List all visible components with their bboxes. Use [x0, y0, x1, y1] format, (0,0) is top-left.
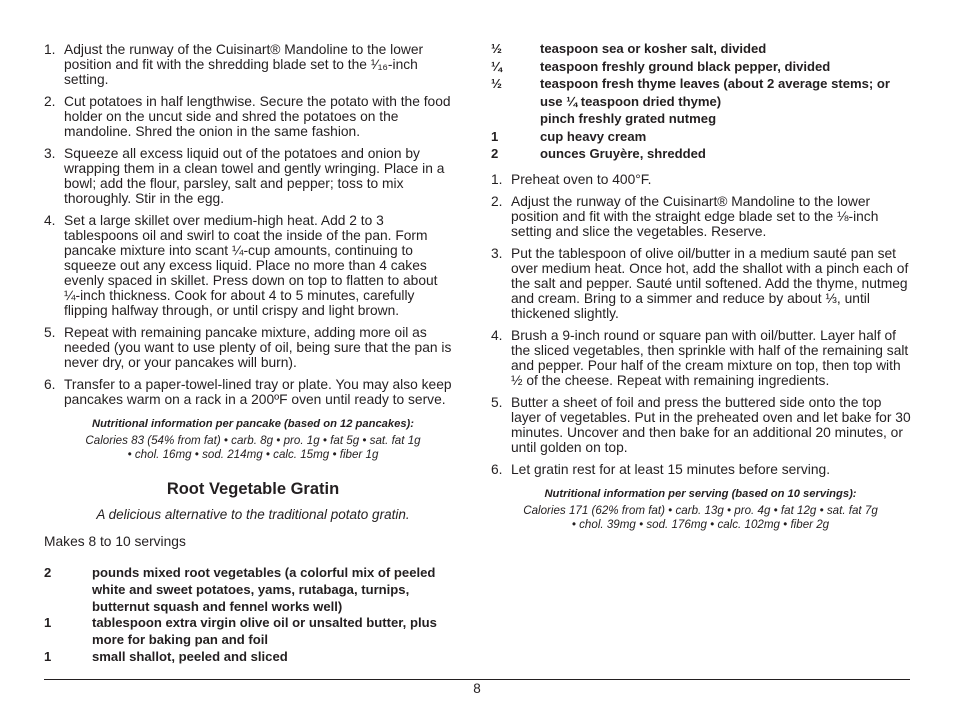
step-line: Transfer to a paper-towel-lined tray or plate. You may also keep — [64, 377, 452, 392]
ingredient-qty: 1 — [491, 128, 499, 144]
step-line: position and fit with the straight edge blade set to the ⅛-inch — [511, 209, 879, 224]
step-line: needed (you want to use plenty of oil, being sure that the pan is — [64, 340, 452, 355]
step-6 — [491, 462, 910, 477]
ingredient-item — [491, 75, 910, 110]
step-line: ½ of the cheese. Repeat with remaining ingredients. — [511, 373, 830, 388]
step-line: Let gratin rest for at least 15 minutes before serving. — [511, 462, 831, 477]
ingredient-list — [44, 565, 462, 666]
ingredient-line: pinch freshly grated nutmeg — [540, 111, 717, 126]
ingredient-item — [44, 615, 462, 649]
step-4 — [44, 213, 462, 318]
step-line: pancake mixture into scant ¼-cup amounts, continuing to — [64, 243, 413, 258]
ingredient-line: pounds mixed root vegetables (a colorful mix of peeled — [92, 565, 436, 580]
ingredient-item — [491, 145, 910, 163]
ingredient-line: ounces Gruyère, shredded — [540, 146, 706, 161]
step-number: 1. — [44, 42, 56, 57]
step-number: 5. — [44, 325, 56, 340]
step-line: until golden on top. — [511, 440, 628, 455]
ingredient-line: teaspoon fresh thyme leaves (about 2 average stems; or — [540, 76, 891, 91]
step-line: Brush a 9-inch round or square pan with oil/butter. Layer half of — [511, 328, 897, 343]
step-number: 1. — [491, 172, 503, 187]
ingredient-item — [44, 565, 462, 615]
ingredient-line: use ¼ teaspoon dried thyme) — [540, 93, 722, 109]
ingredient-line: more for baking pan and foil — [92, 632, 269, 648]
step-line: Squeeze all excess liquid out of the potatoes and onion by — [64, 146, 420, 161]
step-line: thickened slightly. — [511, 306, 619, 321]
recipe-yield: Makes 8 to 10 servings — [44, 534, 186, 549]
step-line: Put the tablespoon of olive oil/butter in a medium sauté pan set — [511, 246, 897, 261]
step-number: 4. — [44, 213, 56, 228]
ingredient-qty: 2 — [44, 565, 52, 580]
step-line: Repeat with remaining pancake mixture, adding more oil as — [64, 325, 427, 340]
nutrition-heading: Nutritional information per pancake (based on 12 pancakes): — [91, 418, 415, 430]
step-number: 3. — [44, 146, 56, 161]
ingredient-item — [491, 40, 910, 58]
ingredient-line: butternut squash and fennel works well) — [92, 598, 343, 614]
ingredient-line: teaspoon sea or kosher salt, divided — [540, 41, 767, 56]
step-number: 6. — [44, 377, 56, 392]
step-line: tablespoons oil and swirl to coat the inside of the pan. Form — [64, 228, 428, 243]
step-line: flipping halfway through, or until crispy and light brown. — [64, 303, 400, 318]
recipe-subtitle: A delicious alternative to the traditional potato gratin. — [96, 507, 410, 522]
step-line: pancakes warm on a rack in a 200ºF oven until ready to serve. — [64, 392, 446, 407]
recipe-title: Root Vegetable Gratin — [166, 480, 340, 498]
nutrition-heading: Nutritional information per serving (based on 10 servings): — [544, 488, 857, 500]
step-line: and pepper. Pour half of the cream mixture on top, then top with — [511, 358, 901, 373]
step-line: over medium heat. Once hot, add the shallot with a pinch each of — [511, 261, 909, 276]
step-number: 2. — [491, 194, 503, 209]
step-2 — [491, 194, 910, 239]
nutrition-info — [44, 417, 462, 462]
step-line: setting and slice the vegetables. Reserve. — [511, 224, 767, 239]
nutrition-line: Calories 83 (54% from fat) • carb. 8g • pro. 1g • fat 5g • sat. fat 1g — [85, 434, 421, 447]
step-line: the salt and pepper. Sauté until softened. Add the thyme, nutmeg — [511, 276, 908, 291]
step-number: 5. — [491, 395, 503, 410]
ingredient-line: white and sweet potatoes, yams, rutabaga, turnips, — [92, 581, 410, 597]
ingredient-qty: ½ — [491, 76, 502, 91]
step-line: Adjust the runway of the Cuisinart® Mandoline to the lower — [64, 42, 424, 57]
step-line: wrapping them in a clean towel and gently wringing. Place in a — [64, 161, 445, 176]
step-line: thoroughly. Stir in the egg. — [64, 191, 225, 206]
step-line: setting. — [64, 72, 109, 87]
step-line: the sliced vegetables, then sprinkle with half of the remaining salt — [511, 343, 909, 358]
nutrition-info — [491, 487, 910, 532]
ingredient-line: tablespoon extra virgin olive oil or unsalted butter, plus — [92, 615, 437, 631]
step-1 — [491, 172, 910, 187]
page-number: 8 — [473, 681, 481, 696]
step-2 — [44, 94, 462, 139]
ingredient-line: teaspoon freshly ground black pepper, divided — [540, 58, 831, 74]
step-line: Butter a sheet of foil and press the buttered side onto the top — [511, 395, 882, 410]
nutrition-line: Calories 171 (62% from fat) • carb. 13g • pro. 4g • fat 12g • sat. fat 7g — [523, 504, 878, 517]
step-line: and cream. Bring to a simmer and reduce by about ⅓, until — [511, 291, 870, 306]
step-line: Adjust the runway of the Cuisinart® Mandoline to the lower — [511, 194, 871, 209]
ingredient-list — [491, 40, 910, 163]
ingredient-item — [491, 128, 910, 146]
ingredient-item — [491, 110, 910, 128]
left-column-steps — [44, 42, 462, 414]
step-line: mandoline. Shred the onion in the same fashion. — [64, 124, 361, 139]
step-5 — [491, 395, 910, 455]
nutrition-line: • chol. 39mg • sod. 176mg • calc. 102mg • fiber 2g — [571, 518, 830, 531]
step-line: position and fit with the shredding blade set to the ¹⁄₁₆-inch — [64, 57, 418, 72]
step-line: Preheat oven to 400°F. — [511, 172, 652, 187]
right-column-steps — [491, 172, 910, 484]
step-line: Cut potatoes in half lengthwise. Secure the potato with the food — [64, 94, 451, 109]
ingredient-qty: 1 — [44, 615, 52, 631]
nutrition-line: • chol. 16mg • sod. 214mg • calc. 15mg • fiber 1g — [127, 448, 379, 461]
step-line: bowl; add the flour, parsley, salt and pepper; toss to mix — [64, 176, 404, 191]
step-line: layer of vegetables. Put in the preheated oven and let bake for 30 — [511, 410, 911, 425]
ingredient-qty: ¼ — [491, 58, 502, 74]
step-1 — [44, 42, 462, 87]
ingredient-qty: 1 — [44, 648, 52, 664]
ingredient-qty: 2 — [491, 146, 499, 161]
ingredient-item — [44, 649, 462, 666]
step-line: holder on the uncut side and shred the potatoes on the — [64, 109, 399, 124]
step-3 — [44, 146, 462, 206]
step-4 — [491, 328, 910, 388]
step-5 — [44, 325, 462, 370]
step-line: Set a large skillet over medium-high heat. Add 2 to 3 — [64, 213, 384, 228]
step-line: ¼-inch thickness. Cook for about 4 to 5 minutes, carefully — [64, 288, 415, 303]
step-number: 6. — [491, 462, 503, 477]
step-6 — [44, 377, 462, 407]
ingredient-qty: ½ — [491, 41, 502, 56]
footer-rule — [44, 679, 910, 680]
step-line: never dry, or your pancakes will burn). — [64, 355, 297, 370]
step-number: 2. — [44, 94, 56, 109]
step-line: minutes. Uncover and then bake for an additional 20 minutes, or — [511, 425, 903, 440]
step-number: 3. — [491, 246, 503, 261]
ingredient-line: small shallot, peeled and sliced — [92, 648, 288, 664]
step-line: evenly spaced in skillet. Press down on top to flatten to about — [64, 273, 438, 288]
step-3 — [491, 246, 910, 321]
step-line: squeeze out any excess liquid. Place no more than 4 cakes — [64, 258, 427, 273]
ingredient-item — [491, 58, 910, 76]
step-number: 4. — [491, 328, 503, 343]
ingredient-line: cup heavy cream — [540, 128, 647, 144]
